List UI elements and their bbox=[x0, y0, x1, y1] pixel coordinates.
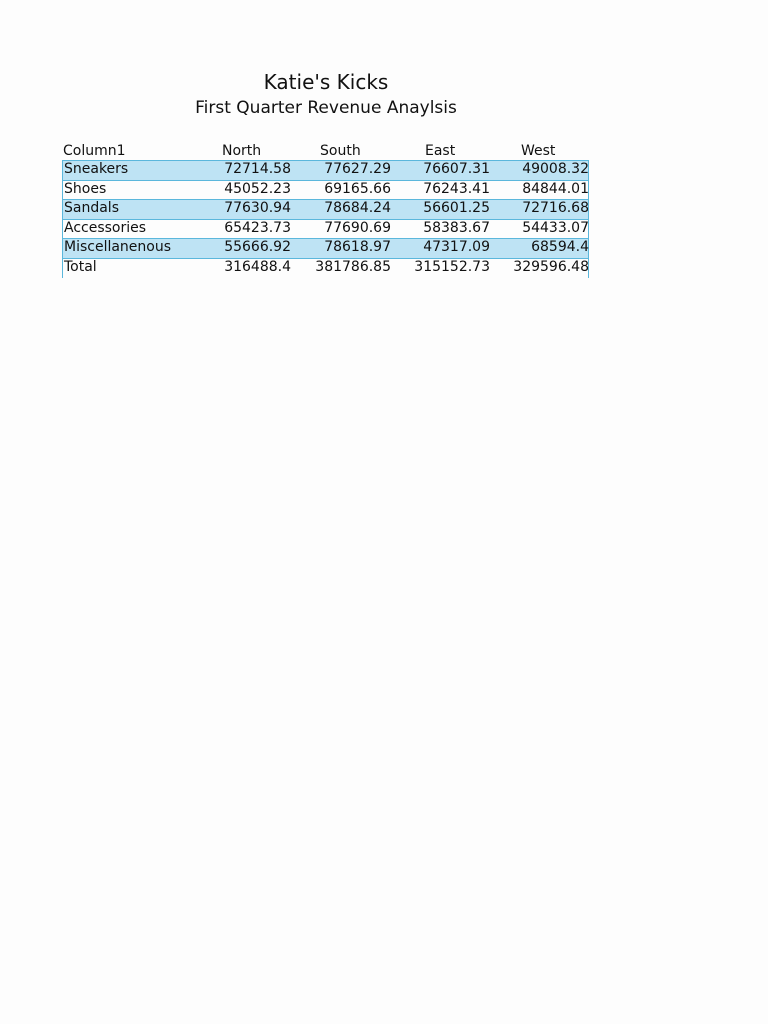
row-label[interactable]: Accessories bbox=[64, 219, 147, 236]
column-header-column1[interactable]: Column1 bbox=[63, 143, 126, 159]
total-label[interactable]: Total bbox=[64, 258, 97, 275]
total-cell[interactable]: 316488.4 bbox=[224, 258, 291, 275]
document-subtitle: First Quarter Revenue Anaylsis bbox=[195, 98, 457, 118]
table-cell[interactable]: 77690.69 bbox=[324, 219, 391, 236]
column-header-south[interactable]: South bbox=[320, 143, 361, 159]
column-header-west[interactable]: West bbox=[521, 143, 556, 159]
table-cell[interactable]: 58383.67 bbox=[423, 219, 490, 236]
column-header-north[interactable]: North bbox=[222, 143, 262, 159]
table-cell[interactable]: 55666.92 bbox=[224, 239, 291, 255]
table-cell[interactable]: 56601.25 bbox=[423, 200, 490, 216]
table-row bbox=[62, 238, 589, 258]
table-cell[interactable]: 78684.24 bbox=[324, 200, 391, 216]
column-header-east[interactable]: East bbox=[425, 143, 456, 159]
table-row bbox=[62, 199, 589, 219]
total-cell[interactable]: 381786.85 bbox=[315, 258, 391, 275]
table-cell[interactable]: 77627.29 bbox=[324, 161, 391, 177]
table-cell[interactable]: 68594.4 bbox=[531, 239, 589, 255]
table-cell[interactable]: 69165.66 bbox=[324, 180, 391, 197]
table-cell[interactable]: 54433.07 bbox=[522, 219, 589, 236]
table-row bbox=[62, 180, 589, 200]
revenue-table bbox=[62, 140, 589, 278]
table-header-row bbox=[62, 140, 589, 160]
table-cell[interactable]: 72714.58 bbox=[224, 161, 291, 177]
table-row bbox=[62, 219, 589, 239]
row-label[interactable]: Sneakers bbox=[64, 161, 129, 177]
table-cell[interactable]: 72716.68 bbox=[522, 200, 589, 216]
total-row bbox=[62, 258, 589, 278]
table-cell[interactable]: 45052.23 bbox=[224, 180, 291, 197]
total-cell[interactable]: 329596.48 bbox=[513, 258, 589, 275]
table-cell[interactable]: 49008.32 bbox=[522, 161, 589, 177]
row-label[interactable]: Sandals bbox=[64, 200, 119, 216]
table-cell[interactable]: 84844.01 bbox=[522, 180, 589, 197]
table-cell[interactable]: 65423.73 bbox=[224, 219, 291, 236]
table-cell[interactable]: 76607.31 bbox=[423, 161, 490, 177]
table-cell[interactable]: 77630.94 bbox=[224, 200, 291, 216]
row-label[interactable]: Miscellanenous bbox=[64, 239, 172, 255]
row-label[interactable]: Shoes bbox=[64, 180, 107, 197]
total-cell[interactable]: 315152.73 bbox=[414, 258, 490, 275]
table-row bbox=[62, 160, 589, 180]
table-cell[interactable]: 78618.97 bbox=[324, 239, 391, 255]
document-title: Katie's Kicks bbox=[263, 70, 389, 94]
table-cell[interactable]: 47317.09 bbox=[423, 239, 490, 255]
table-cell[interactable]: 76243.41 bbox=[423, 180, 490, 197]
